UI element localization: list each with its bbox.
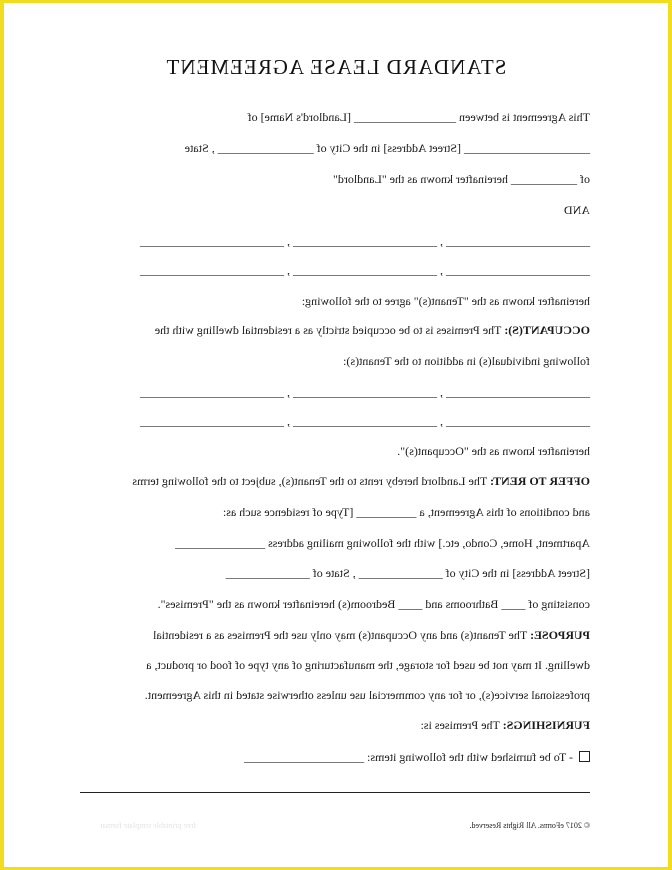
furnishings-text-1: The Premises is: (420, 718, 503, 732)
occupants-description: hereinafter known as the "Occupant(s)". (397, 444, 590, 458)
purpose-heading: PURPOSE: (530, 628, 590, 642)
offer-text-2: and conditions of this Agreement, a __________ [Type of residence such as: (222, 505, 590, 519)
offer-text-4: [Street Address] in the City of ______________ , State of ______________ (225, 566, 590, 580)
tenant-blank-line-1: ________________________ , ________________________ , ________________________ (140, 234, 590, 248)
offer-text-5: consisting of ____ Bathrooms and ____ Bedroom(s) hereinafter known as the "Premises". (157, 597, 590, 611)
tenant-description: hereinafter known as the "Tenant(s)" agree to the following: (301, 294, 590, 308)
purpose-text-2: dwelling. It may not be used for storage, the manufacturing of any type of food or product, a (146, 658, 590, 672)
signature-rule (80, 792, 590, 793)
occupants-heading: OCCUPANT(S): (504, 323, 590, 337)
offer-paragraph-line-1 (132, 474, 590, 489)
furnished-option (244, 750, 590, 765)
furnished-checkbox[interactable] (579, 751, 590, 762)
furnishings-paragraph-line-1 (421, 718, 590, 733)
occupants-text-1: The Premises is to be occupied strictly as a residential dwelling with the (154, 323, 505, 337)
occupant-blank-line-1: ________________________ , ________________________ , ________________________ (140, 385, 590, 399)
occupants-paragraph-line-1 (155, 323, 590, 338)
intro-line-2: _____________________ [Street Address] in the City of ________________ , State (184, 141, 590, 155)
document-title: STANDARD LEASE AGREEMENT (165, 55, 507, 79)
document-page (4, 3, 668, 867)
mirrored-document (4, 3, 668, 867)
intro-line-1: This Agreement is between _________________ [Landlord's Name] of (247, 110, 590, 124)
occupant-blank-line-2: ________________________ , ________________________ , ________________________ (140, 414, 590, 428)
offer-text-3: Apartment, Home, Condo, etc.] with the following mailing address _______________ (175, 536, 590, 550)
offer-heading: OFFER TO RENT: (489, 474, 590, 488)
watermark-text: free printable template format (100, 821, 196, 830)
occupants-text-2: following individual(s) in addition to the Tenant(s): (343, 354, 590, 368)
purpose-text-1: The Tenant(s) and any Occupant(s) may only use the Premises as a residential (153, 628, 530, 642)
tenant-blank-line-2: ________________________ , ________________________ , ________________________ (140, 263, 590, 277)
purpose-paragraph-line-1 (153, 628, 590, 643)
intro-line-3: of ___________ hereinafter known as the "Landlord" (332, 172, 590, 186)
furnishings-heading: FURNISHINGS: (502, 718, 590, 732)
offer-text-1: The Landlord hereby rents to the Tenant(s), subject to the following terms (132, 474, 490, 488)
copyright-footer: © 2017 eForms. All Rights Reserved. (469, 821, 590, 830)
and-separator: AND (564, 203, 590, 217)
furnished-option-label: - To be furnished with the following items: ____________________ (244, 750, 573, 764)
purpose-text-3: professional service(s), or for any commercial use unless otherwise stated in this Agreement. (144, 688, 590, 702)
